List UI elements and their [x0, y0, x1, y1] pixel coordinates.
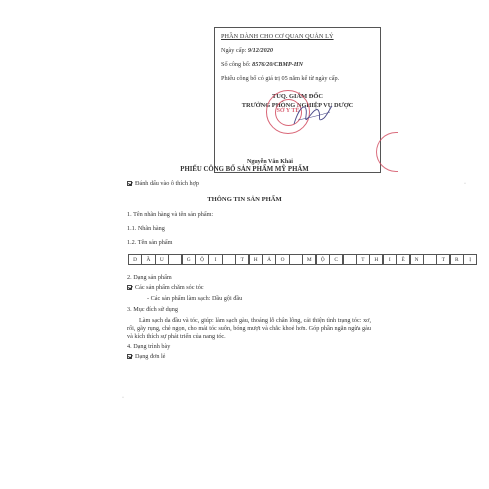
item-3-purpose-text	[127, 317, 371, 341]
letter-cell	[168, 254, 182, 265]
letter-cell: C	[329, 254, 343, 265]
issue-date-row	[221, 47, 273, 54]
letter-cell: Ê	[396, 254, 410, 265]
margin-mark: ·	[464, 181, 466, 187]
seal-text: SỞ Y TẾ	[276, 108, 300, 114]
letter-cell: M	[302, 254, 316, 265]
authority-role-line1: TUQ. GIÁM ĐỐC	[272, 93, 323, 100]
letter-cell: Ộ	[195, 254, 209, 265]
item-1-1-brand: 1.1. Nhãn hàng	[127, 225, 165, 232]
letter-cell: O	[275, 254, 289, 265]
tick-instruction: Đánh dấu vào ô thích hợp	[135, 180, 199, 187]
letter-cell: Ả	[262, 254, 276, 265]
item-2-check-row	[127, 284, 204, 291]
tick-instruction-row	[127, 180, 199, 187]
section-title: THÔNG TIN SẢN PHẨM	[207, 196, 282, 203]
announcement-number-label: Số công bố:	[221, 61, 251, 68]
announcement-number-value: 8576/20/CBMP-HN	[252, 61, 304, 68]
item-1-heading: 1. Tên nhãn hàng và tên sản phẩm:	[127, 211, 214, 218]
authority-role-line2: TRƯỞNG PHÒNG NGHIỆP VỤ DƯỢC	[241, 102, 354, 109]
issue-date-value: 9/12/2020	[247, 47, 273, 54]
item-2-heading: 2. Dạng sản phẩm	[127, 274, 172, 281]
margin-mark: ·	[122, 395, 124, 401]
item-1-2-product-name: 1.2. Tên sản phẩm	[127, 239, 173, 246]
letter-cell	[289, 254, 303, 265]
checkbox-checked-icon	[127, 181, 132, 186]
letter-cell: D	[128, 254, 142, 265]
item-4-check-label: Dạng đơn lẻ	[135, 353, 166, 360]
official-heading: PHẦN DÀNH CHO CƠ QUAN QUẢN LÝ	[221, 33, 334, 40]
issue-date-label: Ngày cấp:	[221, 47, 247, 54]
checkbox-checked-icon	[127, 285, 132, 290]
letter-cell: N	[410, 254, 424, 265]
item-4-heading: 4. Dạng trình bày	[127, 343, 171, 350]
letter-cell: G	[182, 254, 196, 265]
letter-cell: I	[383, 254, 397, 265]
item-3-heading: 3. Mục đích sử dụng	[127, 306, 178, 313]
letter-cell: T	[436, 254, 450, 265]
signer-name: Nguyễn Văn Khải	[247, 159, 293, 165]
letter-cell: T	[356, 254, 370, 265]
letter-cell: H	[369, 254, 383, 265]
letter-cell: T	[235, 254, 249, 265]
checkbox-checked-icon	[127, 354, 132, 359]
letter-cell: U	[155, 254, 169, 265]
letter-cell: Ị	[463, 254, 477, 265]
item-4-check-row	[127, 353, 165, 360]
letter-cell	[423, 254, 437, 265]
letter-cell: Ộ	[316, 254, 330, 265]
item-2-check-label: Các sản phẩm chăm sóc tóc	[135, 284, 204, 291]
purpose-paragraph: Làm sạch da đầu và tóc, giúp: làm sạch gàu, thoáng lỗ chân lông, cải thiện tình trạng tóc: xơ, rối, gãy rụng, chẻ ngọn, cho mái tóc suôn, bóng mượt và chắc khoẻ hơn. Góp phần ngăn ngừa gàu và kích thích sự phát triển của nang tóc.	[127, 317, 371, 340]
announcement-number-row	[221, 61, 303, 68]
letter-cell	[222, 254, 236, 265]
letter-cell	[343, 254, 357, 265]
letter-cell: H	[249, 254, 263, 265]
item-2-subcategory: - Các sản phẩm làm sạch: Dầu gội đầu	[147, 295, 243, 302]
handwritten-signature	[288, 98, 334, 132]
product-name-letter-grid	[128, 254, 477, 265]
letter-cell: Ầ	[141, 254, 155, 265]
document-title: PHIẾU CÔNG BỐ SẢN PHẨM MỸ PHẨM	[180, 166, 309, 173]
validity-text: Phiếu công bố có giá trị 05 năm kể từ ngày cấp.	[221, 75, 340, 82]
letter-cell: R	[450, 254, 464, 265]
letter-cell: I	[208, 254, 222, 265]
